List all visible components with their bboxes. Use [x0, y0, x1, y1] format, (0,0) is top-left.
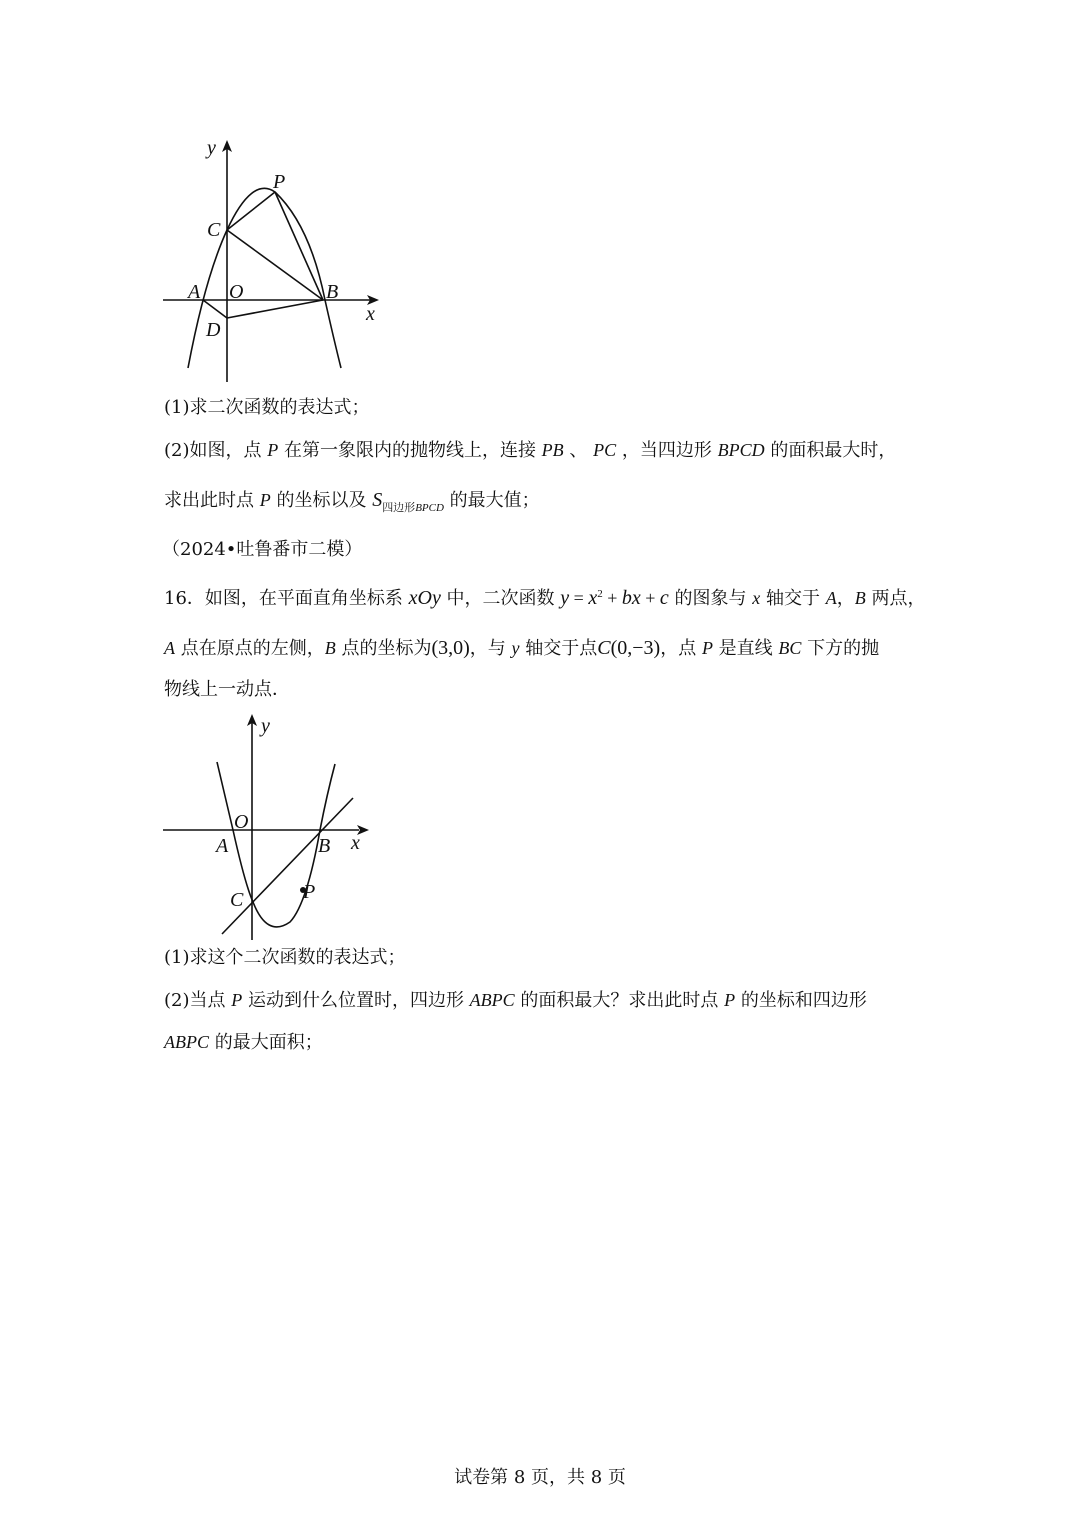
text: 两点， — [865, 588, 926, 609]
fig2-label-p: P — [303, 881, 316, 903]
text: (2)如图，点 — [164, 440, 268, 461]
figure-2-diagram — [155, 708, 385, 944]
math-plus: + — [602, 588, 622, 608]
math-xoy: xOy — [408, 587, 441, 609]
p15-question-2-line-1 — [164, 438, 896, 463]
math-a: A — [164, 638, 175, 658]
text: 点在原点的左侧， — [175, 638, 325, 659]
p16-line-2 — [164, 636, 879, 661]
subscript-text: 四边形 — [382, 501, 416, 514]
math-abpc: ABPC — [164, 1032, 209, 1052]
math-x: x — [588, 587, 598, 609]
fig1-label-c: C — [207, 219, 221, 241]
text: 中，二次函数 — [440, 588, 561, 609]
fig2-label-b: B — [318, 835, 331, 857]
text: ， — [836, 588, 855, 609]
math-p: P — [701, 638, 713, 658]
text: 是直线 — [712, 638, 779, 659]
math-coord-b: (3,0) — [431, 637, 470, 659]
fig1-segment-cp — [227, 192, 275, 230]
fig2-label-o: O — [234, 811, 249, 833]
fig1-segment-pb — [275, 192, 323, 300]
math-x: x — [752, 588, 761, 608]
text: 运动到什么位置时，四边形 — [242, 990, 470, 1011]
math-sup-2: 2 — [597, 588, 603, 600]
text: ，当四边形 — [616, 440, 718, 461]
p15-question-2-line-2 — [164, 488, 540, 515]
math-y: y — [511, 638, 520, 658]
text: 下方的抛 — [801, 638, 880, 659]
fig1-label-d: D — [206, 319, 221, 341]
text: 、 — [563, 440, 594, 461]
math-b: B — [324, 638, 336, 658]
text: 轴交于点 — [519, 638, 598, 659]
text: 的最大面积； — [209, 1032, 323, 1053]
text: 的面积最大时， — [764, 440, 897, 461]
math-plus: + — [640, 588, 660, 608]
math-eq: = — [569, 588, 589, 608]
fig1-label-a: A — [188, 281, 201, 303]
text: 的面积最大？求出此时点 — [514, 990, 725, 1011]
fig2-label-a: A — [216, 835, 229, 857]
text: ，点 — [660, 638, 702, 659]
math-bc: BC — [778, 638, 802, 658]
math-bpcd: BPCD — [717, 440, 765, 460]
math-pb: PB — [541, 440, 564, 460]
text: 轴交于 — [760, 588, 826, 609]
text: 16．如图，在平面直角坐标系 — [164, 588, 409, 609]
fig2-label-y: y — [261, 715, 270, 737]
math-a: A — [825, 588, 837, 608]
p16-line-1 — [164, 586, 925, 613]
text: 在第一象限内的抛物线上，连接 — [278, 440, 542, 461]
fig1-parabola — [188, 188, 341, 368]
text: 的图象与 — [668, 588, 753, 609]
fig1-label-b: B — [326, 281, 339, 303]
p16-question-2-line-1 — [164, 988, 867, 1013]
text: 求出此时点 — [164, 490, 260, 511]
p16-question-2-line-2 — [164, 1030, 323, 1055]
fig1-label-o: O — [229, 281, 244, 303]
fig1-segment-ad — [203, 300, 227, 318]
math-b: B — [854, 588, 866, 608]
math-p: P — [724, 990, 736, 1010]
figure-1-diagram — [150, 130, 390, 390]
math-coord-c: (0,−3) — [610, 637, 661, 659]
fig2-label-c: C — [230, 889, 244, 911]
source-note: （2024•吐鲁番市二模） — [162, 539, 363, 560]
math-c: c — [659, 587, 669, 609]
text: 的最大值； — [443, 490, 540, 511]
page-footer: 试卷第 8 页，共 8 页 — [454, 1467, 626, 1488]
fig2-label-x: x — [351, 832, 360, 854]
text: 点的坐标为 — [335, 638, 432, 659]
p16-line-3: 物线上一动点． — [164, 679, 290, 700]
p16-question-1: (1)求这个二次函数的表达式； — [164, 947, 406, 968]
math-y: y — [560, 587, 570, 609]
p15-question-1: (1)求二次函数的表达式； — [164, 397, 370, 418]
subscript-math: BPCD — [415, 502, 444, 514]
math-p: P — [259, 490, 271, 510]
text: ，与 — [469, 638, 512, 659]
math-abpc: ABPC — [469, 990, 515, 1010]
math-p: P — [267, 440, 279, 460]
math-s: S — [372, 489, 383, 511]
fig1-label-y: y — [207, 137, 216, 159]
math-p: P — [231, 990, 243, 1010]
text: (2)当点 — [164, 990, 232, 1011]
fig1-label-p: P — [273, 171, 286, 193]
math-c: C — [597, 637, 611, 659]
math-bx: bx — [621, 587, 641, 609]
text: 的坐标以及 — [270, 490, 373, 511]
fig1-label-x: x — [366, 303, 375, 325]
math-pc: PC — [593, 440, 617, 460]
text: 的坐标和四边形 — [735, 990, 867, 1011]
